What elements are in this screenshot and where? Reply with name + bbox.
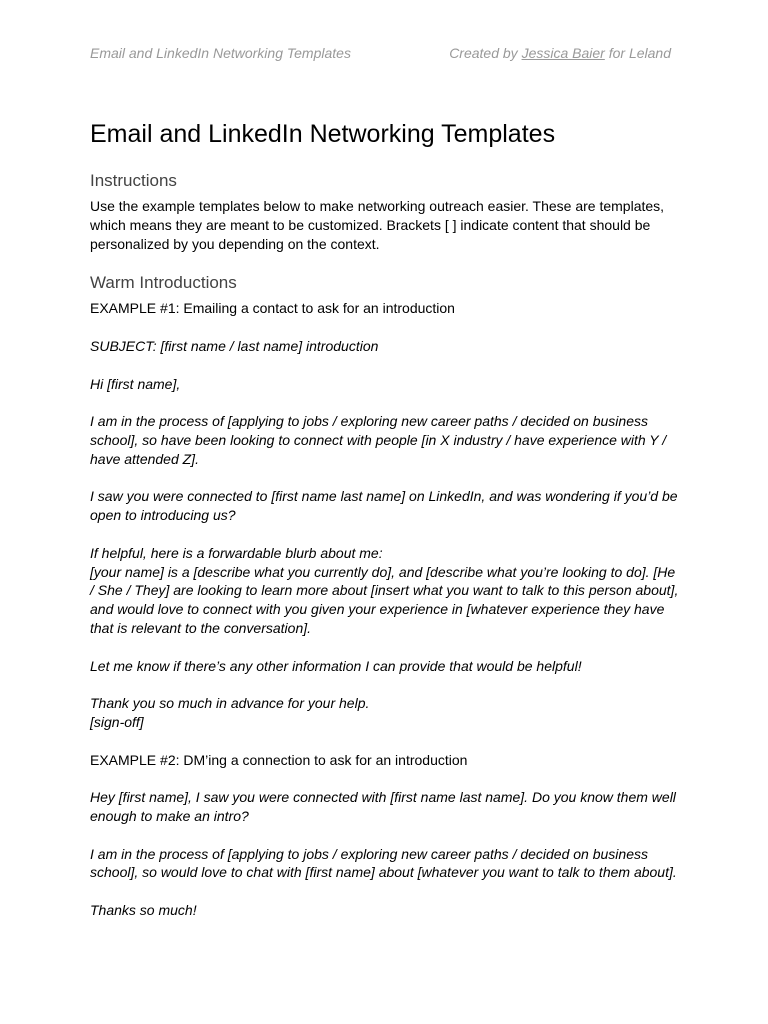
spacer [90,253,680,271]
spacer [90,318,680,337]
warm-intros-heading: Warm Introductions [90,273,237,293]
example1-paragraph-1: I am in the process of [applying to jobs / exploring new career paths / decided on business school], so have been looking to connect with people [in X industry / have experience with Y / have attended Z]. [90,413,667,467]
example1-blurb: [your name] is a [describe what you currently do], and [describe what you’re looking to do]. [He / She / They] are looking to learn more about [insert what you want to talk to this person about], and would love to connect with you given your experience in [whatever experience they have that is relevant to the conversation]. [90,563,679,636]
header-document-title: Email and LinkedIn Networking Templates [90,45,351,61]
example1-signoff: [sign-off] [90,713,144,730]
spacer [90,525,680,544]
spacer [90,356,680,375]
spacer [90,882,680,901]
spacer [90,393,680,412]
spacer [90,675,680,694]
example2-label: EXAMPLE #2: DM’ing a connection to ask for an introduction [90,751,468,768]
spacer [90,469,680,488]
example2-paragraph-1: Hey [first name], I saw you were connected with [first name last name]. Do you know them well enough to make an intro? [90,789,676,824]
document-title: Email and LinkedIn Networking Templates [90,120,556,148]
example1-label: EXAMPLE #1: Emailing a contact to ask for an introduction [90,300,455,317]
spacer [90,638,680,657]
example2-closing: Thanks so much! [90,901,197,918]
header-credit [449,45,671,61]
instructions-text: Use the example templates below to make networking outreach easier. These are templates, which means they are meant to be customized. Brackets [ ] indicate content that should be personalized by you depending on the context. [90,198,665,252]
page-header [90,45,671,65]
example1-closing: Thank you so much in advance for your help. [90,695,370,712]
instructions-heading: Instructions [90,171,177,190]
document-body [90,117,680,920]
example1-greeting: Hi [first name], [90,375,181,392]
example1-blurb-intro: If helpful, here is a forwardable blurb about me: [90,544,383,561]
example1-subject: SUBJECT: [first name / last name] introduction [90,337,379,354]
author-link[interactable]: Jessica Baier [521,45,605,61]
example1-paragraph-3: Let me know if there’s any other information I can provide that would be helpful! [90,657,582,674]
example1-paragraph-2: I saw you were connected to [first name last name] on LinkedIn, and was wondering if you’d be open to introducing us? [90,488,678,524]
spacer [90,769,680,788]
spacer [90,732,680,751]
header-credit-suffix: for Leland [604,45,671,61]
example2-paragraph-2: I am in the process of [applying to jobs / exploring new career paths / decided on business school], so would love to chat with [first name] about [whatever you want to talk to them about]. [90,845,677,881]
header-credit-prefix: Created by [449,45,522,61]
spacer [90,826,680,845]
